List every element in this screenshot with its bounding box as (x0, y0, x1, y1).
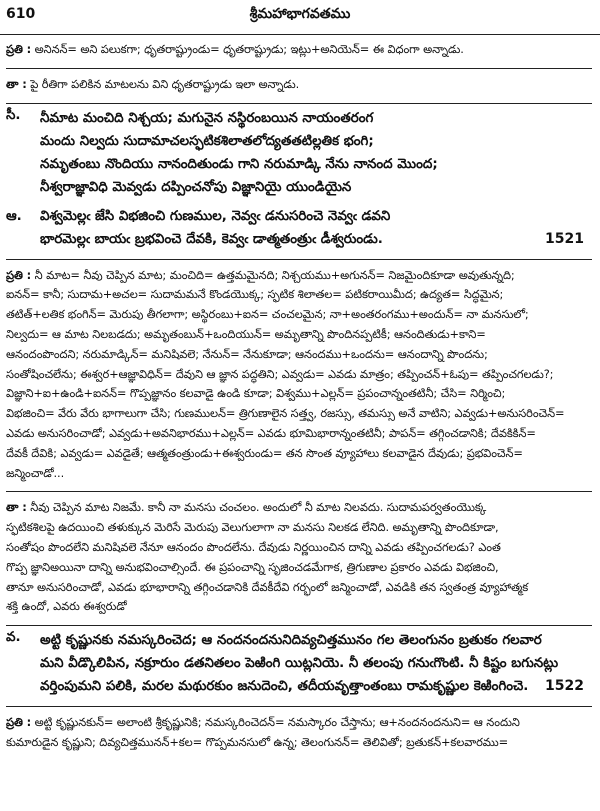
meaning-block (6, 491, 592, 617)
gloss-tag: ప్రతి : (6, 267, 32, 282)
meaning-line: సంతోషం పొందలేని మనిషివలె నేనూ ఆనందం పొందలేను. దేవుడు నిర్ణయించిన దాన్ని ఎవడు తప్పించగలడు? ఎంత (6, 539, 501, 554)
gloss-line: ఐనన్= కానీ; సుదామ+అచల= సుదామమనే కొండయొక్క; స్ఫటిక శిలాతల= పటికరాయిమీద; ఉద్యత= సిద్ధమైన; (6, 287, 504, 302)
verse-line: నీశ్వరాజ్ఞావిధి మెవ్వడు దప్పించనోపు విజ్ఞానియై యుండియైన (40, 179, 352, 195)
verse-line: మందు నిల్వదు సుదామాచలస్ఫటికశిలాతలోద్యతతటిల్లతిక భంగి; (40, 133, 374, 149)
verse-tag: సీ. (6, 107, 21, 123)
meaning-line: తానూ అనుసరించాడో, ఎవడు భూభారాన్ని తగ్గించడానికి దేవకీదేవి గర్భంలో జన్మించాడో, ఎవడికి తన స్వతంత్ర వ్యూహాత్మక (6, 579, 529, 594)
gloss-line: విభజించి= వేరు వేరు భాగాలుగా చేసి; గుణములన్= త్రిగుణాలైన సత్త్వ, రజస్సు, తమస్సు అనే వాటిని; ఎవ్వడు+అనుసరించెన్= (6, 406, 565, 421)
verse-number: 1521 (545, 230, 584, 247)
gloss-line: సంతోషించలేను; ఈశ్వర+ఆజ్ఞావిధిన్= దేవుని ఆ జ్ఞాన పద్ధతిని; ఎవ్వడు= ఎవడు మాత్రం; తప్పించన్+ఓపు= తప్పించగలడు?; (6, 366, 554, 381)
gloss-line: తటిత్+లతిక భంగిన్= మెరుపు తీగలాగా; అస్థిరంబు+ఐన= చంచలమైన; నా+అంతరంగము+అందున్= నా మనసులో; (6, 307, 529, 322)
gloss-line: నిల్వదు= ఆ మాట నిలబడదు; అమృతంబున్+ఒందియున్= అమృతాన్ని పొందినప్పటికీ; ఆనందితుడు+కాని= (6, 326, 486, 341)
verse-block (6, 625, 592, 698)
meaning-line: గొప్ప జ్ఞానిఅయినా దాన్ని అనుభవించాల్సిందే. ఈ ప్రపంచాన్ని సృజించడమేగాక, త్రిగుణాల ప్రకారం ఎవడు విభజించి, (6, 559, 499, 574)
gloss-line: దేవకీ దేవికి; ఎవ్వడు= ఎవడైతే; ఆత్మతంత్రుండు+ఈశ్వరుండు= తన సొంత వ్యూహాలు కలవాడైన దేవుడు; ప్రభవించెన్= (6, 445, 523, 460)
meaning-text: నీవు చెప్పిన మాట నిజమే. కానీ నా మనసు చంచలం. అందులో నీ మాట నిలవదు. సుదామపర్వతంయొక్క (30, 500, 487, 515)
gloss-line (6, 40, 592, 60)
verse-line: అట్టి కృష్ణునకు నమస్కరించెద; ఆ నందనందనునిదివ్యచిత్తమునం గల తెలంగునం బ్రతుకం గలవార (40, 633, 542, 649)
verse-line-text: వర్తింపుమని పలికి, మరల మథురకుం జనుదెంచి, తదీయవృత్తాంతంబు రామకృష్ణుల కెఱింగించె. (40, 679, 529, 695)
gloss-text: అనినన్= అని పలుకగా; ధృతరాష్ట్రుండు= ధృతరాష్ట్రుడు; ఇట్లు+అనియెన్= ఈ విధంగా అన్నాడు. (34, 42, 464, 56)
gloss-text: నీ మాట= నీవు చెప్పిన మాట; మంచిది= ఉత్తమమైనది; నిశ్చయము+అగునన్= నిజమైందికూడా అవుతున్నది; (34, 267, 515, 282)
gloss-text: అట్టి కృష్ణునకున్= అలాంటి శ్రీకృష్ణునికి; నమస్కరించెదన్= నమస్కారం చేస్తాను; ఆ+నందనందనుని= ఆ నందుని (34, 715, 520, 730)
meaning-line: స్ఫటికశిలపై ఉదయించి తళుక్కున మెరిసే మెరుపు వెలుగులాగా నా మనసు నిలకడ లేనిది. అమృతాన్ని పొందికూడా, (6, 520, 499, 535)
gloss-block (6, 259, 592, 484)
meaning-tag: తా : (6, 76, 27, 91)
gloss-line: కుమారుడైన కృష్ణుని; దివ్యచిత్తమునన్+కల= గొప్పమనసులో ఉన్న; తెలంగునన్= తెలివితో; బ్రతుకన్+కలవారము= (6, 734, 509, 749)
gloss-block (6, 706, 592, 753)
verse-line: మని వీడ్కొలిపిన, నక్రూరుం డతనితలం పెఱింగి యిట్లనియె. నీ తలంపు గనుఁగొంటి. నీ కిష్టం బగునట్లు (40, 656, 559, 672)
verse-tag: ఆ. (6, 208, 22, 224)
verse-line: నీమాట మంచిది నిశ్చయ; మగునైన నస్థిరంబయిన నాయంతరంగ (40, 110, 374, 126)
page-body (6, 40, 592, 753)
verse-block (6, 103, 592, 199)
gloss-line: ఎవడు అనుసరించాడో; ఎవ్వడు+అవనిభారము+ఎల్లన్= ఎవడు భూమిభారాన్నంతటినీ; పాపన్= తగ్గించడానికి; దేవకికిన్= (6, 425, 536, 440)
gloss-tag: ప్రతి : (6, 715, 32, 730)
page-header (0, 0, 600, 35)
verse-line: విశ్వమెల్లఁ జేసి విభజించి గుణముల, నెవ్వఁ డనుసరించె నెవ్వఁ డవని (40, 208, 391, 224)
gloss-block (6, 40, 592, 60)
page-number: 610 (6, 6, 36, 22)
meaning-line (6, 75, 592, 95)
meaning-tag: తా : (6, 500, 27, 515)
meaning-line: శక్తి ఉందో, ఎవరు ఈశ్వరుడో (6, 599, 127, 614)
verse-block (6, 205, 592, 251)
verse-line-text: భారమెల్లఁ బాయఁ బ్రభవించె దేవకి, కెవ్వఁ డాత్మతంత్రుఁ డీశ్వరుండు. (40, 231, 383, 247)
gloss-tag: ప్రతి : (6, 42, 32, 56)
gloss-line: జన్మించాడో... (6, 465, 65, 480)
meaning-line (6, 498, 592, 518)
page-title: శ్రీమహాభాగవతము (249, 6, 351, 22)
verse-line (40, 228, 592, 251)
gloss-line: ఆనందంపొందని; నరుమాడ్కిన్= మనిషివలె; నేనున్= నేనుకూడా; ఆనందము+ఒందను= ఆనందాన్ని పొందను; (6, 346, 488, 361)
meaning-block (6, 68, 592, 95)
gloss-line: విజ్ఞాని+ఐ+ఉండి+ఐనన్= గొప్పజ్ఞానం కలవాడై ఉండి కూడా; విశ్వము+ఎల్లన్= ప్రపంచాన్నంతటినీ; చేసి= నిర్మించి; (6, 386, 506, 401)
verse-line (40, 675, 592, 698)
verse-tag: వ. (6, 630, 21, 646)
gloss-line (6, 266, 592, 286)
meaning-text: పై రీతిగా పలికిన మాటలను విని ధృతరాష్ట్రుడు ఇలా అన్నాడు. (30, 76, 300, 91)
gloss-line (6, 713, 592, 733)
verse-line: నమృతంబు నొందియు నానందితుండు గాని నరుమాడ్కి నేను నానంద మొంద; (40, 156, 438, 172)
verse-number: 1522 (545, 678, 584, 695)
